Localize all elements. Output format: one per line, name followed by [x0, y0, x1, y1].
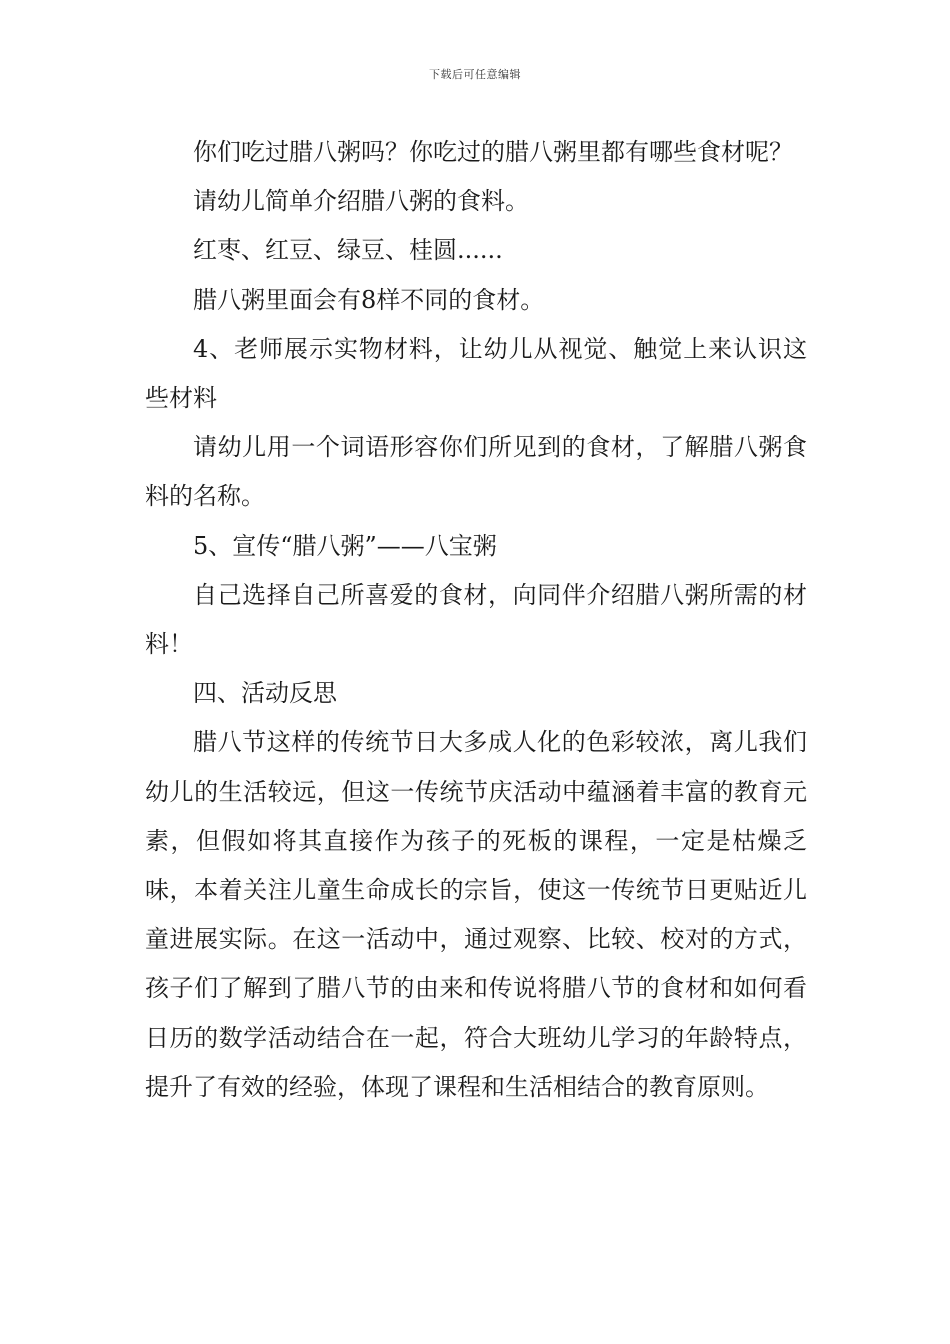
paragraph-describe-ingredients: 请幼儿用一个词语形容你们所见到的食材，了解腊八粥食料的名称。	[145, 433, 807, 511]
page-header-note: 下载后可任意编辑	[429, 68, 521, 81]
section-heading-reflection: 四、活动反思	[193, 679, 337, 708]
paragraph-intro-ingredients: 请幼儿简单介绍腊八粥的食料。	[193, 187, 529, 216]
paragraph-question: 你们吃过腊八粥吗？你吃过的腊八粥里都有哪些食材呢？	[193, 138, 793, 166]
document-body	[145, 128, 807, 1112]
paragraph-reflection: 腊八节这样的传统节日大多成人化的色彩较浓，离儿我们幼儿的生活较远，但这一传统节庆活动中蕴涵着丰富的教育元素，但假如将其直接作为孩子的死板的课程，一定是枯燥乏味，本着关注儿童生命成长的宗旨，使这一传统节日更贴近儿童进展实际。在这一活动中，通过观察、比较、校对的方式，孩子们了解到了腊八节的由来和传说将腊八节的食材和如何看日历的数学活动结合在一起，符合大班幼儿学习的年龄特点，提升了有效的经验，体现了课程和生活相结合的教育原则。	[145, 728, 807, 1101]
paragraph-ingredient-list: 红枣、红豆、绿豆、桂圆......	[193, 236, 503, 265]
paragraph-step-4: 4、老师展示实物材料，让幼儿从视觉、触觉上来认识这些材料	[145, 334, 807, 413]
paragraph-choose-ingredients: 自己选择自己所喜爱的食材，向同伴介绍腊八粥所需的材料！	[145, 580, 807, 659]
paragraph-step-5: 5、宣传“腊八粥”——八宝粥	[193, 531, 497, 560]
paragraph-eight-ingredients: 腊八粥里面会有8样不同的食材。	[193, 285, 545, 314]
